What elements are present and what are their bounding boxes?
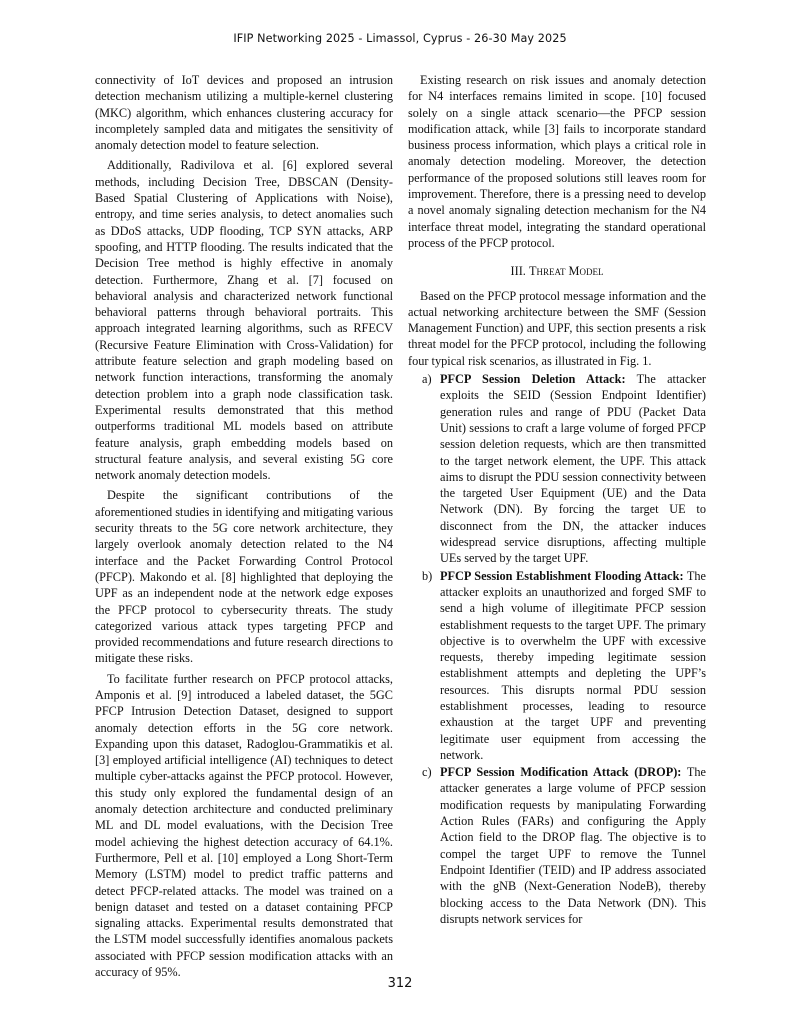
paragraph-mkc: connectivity of IoT devices and proposed an intrusion detection mechanism utilizing a multiple-kernel clustering (MKC) algorithm, which enhances clustering accuracy for incompletely sampled data and mitigates the sensitivity of anomaly detection model to feature selection. bbox=[95, 73, 393, 153]
section-heading bbox=[408, 263, 706, 279]
paragraph-n4-gap: Despite the significant contributions of the aforementioned studies in identifying and mitigating various security threats to the 5G core network architecture, they largely overlook anomaly detection related to the N4 interface and the Packet Forwarding Control Protocol (PFCP). Makondo et al. [8] highlighted that deploying the UPF as an independent node at the network edge exposes the PFCP protocol to cybersecurity threats. The study categorized various attack types targeting PFCP and provided recommendations and future research directions to mitigate these risks. bbox=[95, 488, 393, 666]
item-title: PFCP Session Modification Attack (DROP): bbox=[440, 765, 682, 780]
paragraph-pfcp-datasets: To facilitate further research on PFCP protocol attacks, Amponis et al. [9] introduced a labeled dataset, the 5GC PFCP Intrusion Detection Dataset, designed to support anomaly detection efforts in the 5G core network. Expanding upon this dataset, Radoglou-Grammatikis et al. [3] employed artificial intelligence (AI) techniques to detect multiple cyber-attacks against the PFCP protocol. However, this study only explored the fundamental design of an anomaly detection architecture and conducted preliminary ML and DL model evaluations, with the Decision Tree model achieving the highest detection accuracy of 64.1%. Furthermore, Pell et al. [10] employed a Long Short-Term Memory (LSTM) model to predict traffic patterns and detect PFCP-related attacks. The model was trained on a benign dataset and tested on a dataset containing PFCP signaling attacks. Experimental results demonstrated that the LSTM model successfully identifies anomalous packets associated with PFCP session modification attacks with an accuracy of 95%. bbox=[95, 671, 393, 980]
right-column bbox=[408, 72, 706, 927]
item-body: The attacker exploits the SEID (Session Endpoint Identifier) generation rules and range of PDU (Packet Data Unit) sessions to craft a large volume of forged PFCP session deletion requests, which are then transmitted to the target network element, the UPF. This attack aims to disrupt the PDU session connectivity between the targeted User Equipment (UE) and the Data Network (DN). By forcing the target UE to disconnect from the DN, the attacker induces widespread service disruptions, affecting multiple UEs served by the target UPF. bbox=[440, 372, 707, 566]
paragraph-radivilova: Additionally, Radivilova et al. [6] explored several methods, including Decision Tree, DBSCAN (Density-Based Spatial Clustering of Applications with Noise), entropy, and time series analysis, to detect anomalies such as DDoS attacks, UDP flooding, TCP SYN attacks, ARP spoofing, and HTTP flooding. The results indicated that the Decision Tree method is highly effective in anomaly detection. Furthermore, Zhang et al. [7] focused on behavioral analysis and characterized network functional behavioral patterns through behavioral portraits. This approach integrated learning algorithms, such as RFECV (Recursive Feature Elimination with Cross-Validation) for attribute feature selection and graph modeling based on network function interactions, transforming the anomaly detection problem into a graph node classification task. Experimental results demonstrated that this method outperforms traditional ML models based on attribute feature analysis, graph embedding models based on structural feature analysis, and several existing 5G core network anomaly detection models. bbox=[95, 158, 393, 483]
item-marker: b) bbox=[422, 568, 433, 583]
list-item bbox=[408, 568, 706, 764]
item-title: PFCP Session Establishment Flooding Attack: bbox=[440, 568, 684, 583]
left-column bbox=[95, 72, 393, 980]
item-marker: a) bbox=[422, 372, 432, 387]
section-title: Threat Model bbox=[528, 264, 604, 279]
page-number: 312 bbox=[387, 976, 413, 991]
item-title: PFCP Session Deletion Attack: bbox=[440, 372, 626, 387]
running-head: IFIP Networking 2025 - Limassol, Cyprus - 26-30 May 2025 bbox=[233, 32, 567, 45]
list-item bbox=[408, 371, 706, 567]
section-number: III. bbox=[510, 264, 526, 279]
paragraph-risk: Existing research on risk issues and anomaly detection for N4 interfaces remains limited in scope. [10] focused solely on a single attack scenario—the PFCP session modification attack, while [3] fails to incorporate standard business process information, which plays a critical role in anomaly detection modeling. Moreover, the detection performance of the proposed solutions still leaves room for improvement. Therefore, there is a pressing need to develop a novel anomaly signaling detection mechanism for the N4 interface threat model, integrating the standard operational process of the PFCP protocol. bbox=[408, 73, 706, 250]
scenario-list bbox=[408, 371, 706, 927]
list-item bbox=[408, 764, 706, 927]
item-body: The attacker exploits an unauthorized and forged SMF to send a high volume of illegitimate PFCP session establishment requests to the target UPF. The primary objective is to overwhelm the UPF with excessive requests, thereby impeding legitimate session establishment attempts and depleting the UPF’s resources. This disrupts normal PDU session establishment processes, leading to resource exhaustion at the target UPF and preventing legitimate user equipment from accessing the network. bbox=[440, 568, 706, 762]
paragraph-threat-intro: Based on the PFCP protocol message information and the actual networking architecture between the SMF (Session Management Function) and UPF, this section presents a risk threat model for the PFCP protocol, including the following four typical risk scenarios, as illustrated in Fig. 1. bbox=[408, 288, 706, 368]
item-body: The attacker generates a large volume of PFCP session modification requests by manipulating Forwarding Action Rules (FARs) and configuring the Apply Action field to the DROP flag. The objective is to compel the target UPF to remove the Tunnel Endpoint Identifier (TEID) and IP address associated with the gNB (Next-Generation NodeB), thereby blocking access to the Data Network (DN). This disrupts network services for bbox=[440, 765, 706, 926]
item-marker: c) bbox=[422, 765, 432, 780]
